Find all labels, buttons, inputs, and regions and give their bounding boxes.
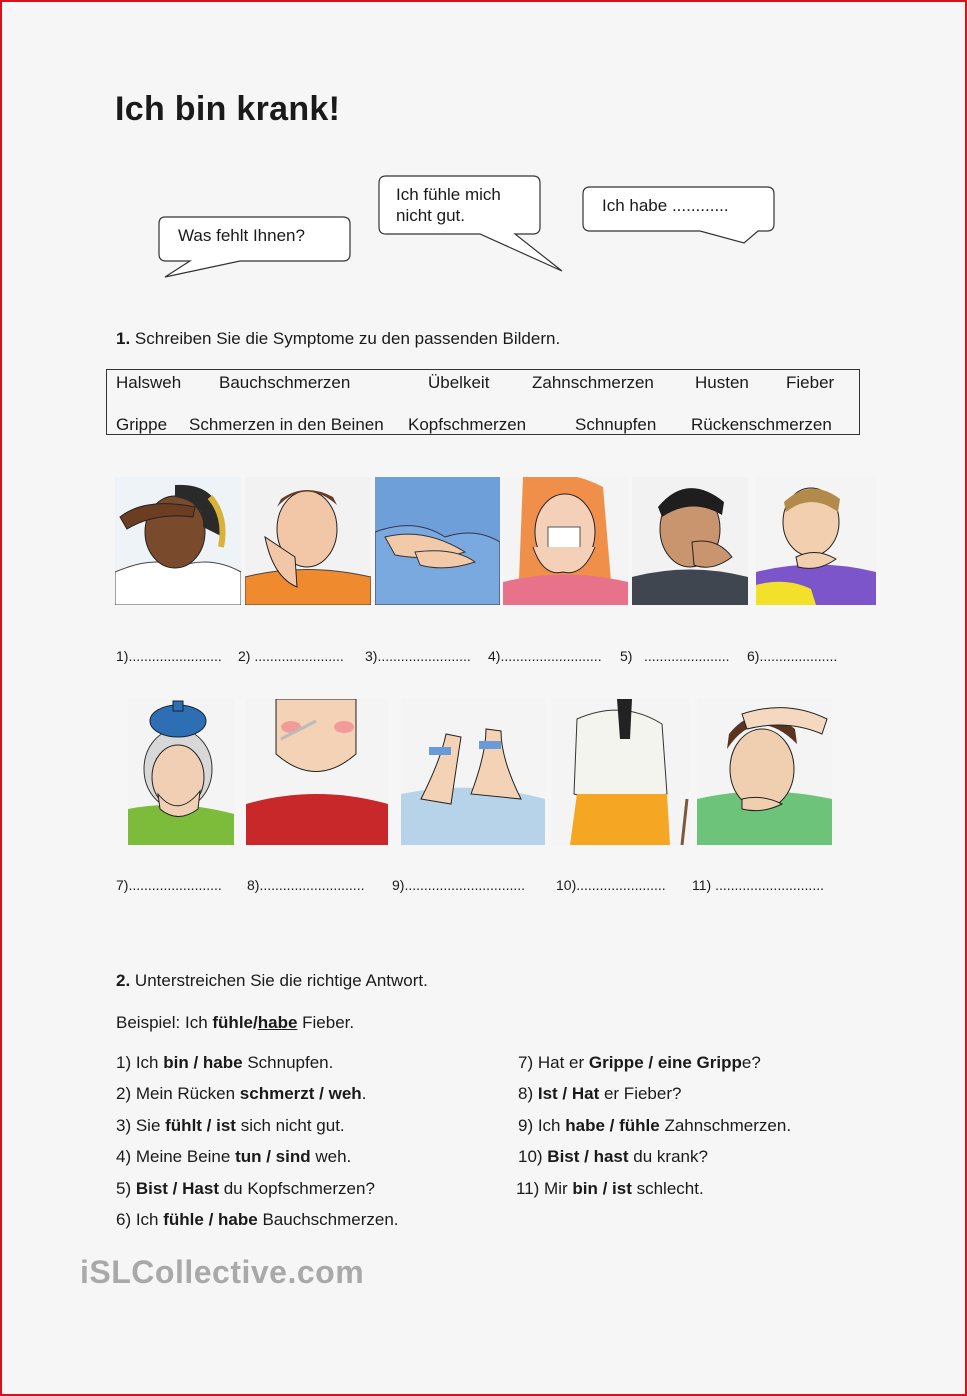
bubble-middle-text: Ich fühle mich nicht gut. [396, 185, 501, 225]
exercise-item: 2) Mein Rücken schmerzt / weh. [116, 1084, 367, 1103]
answer-options[interactable]: fühle / habe [163, 1210, 258, 1229]
page-title: Ich bin krank! [115, 90, 341, 128]
example-sentence [116, 1013, 354, 1033]
exercise-item: 6) Ich fühle / habe Bauchschmerzen. [116, 1210, 399, 1229]
example-prefix: Beispiel: Ich [116, 1013, 213, 1032]
legs-in-bed-image [401, 699, 545, 845]
task2-number: 2. [116, 971, 131, 990]
word-item: Zahnschmerzen [532, 373, 654, 392]
bubble-left-text: Was fehlt Ihnen? [178, 226, 305, 245]
sneezing-woman-image [503, 477, 628, 605]
task2-instruction: Unterstreichen Sie die richtige Antwort. [134, 971, 428, 990]
word-item: Bauchschmerzen [219, 373, 351, 392]
exercise-item: 1) Ich bin / habe Schnupfen. [116, 1053, 334, 1072]
sore-throat-boy-image [756, 477, 876, 605]
answer-options[interactable]: Ist / Hat [537, 1084, 600, 1103]
fever-girl-image [697, 699, 832, 845]
headache-person-image [115, 477, 241, 605]
answer-blank[interactable]: 10)....................... [556, 877, 666, 893]
example-suffix: Fieber. [297, 1013, 355, 1032]
exercise-item: 10) Bist / hast du krank? [518, 1147, 708, 1166]
stomach-hands-image [375, 477, 500, 605]
word-box [106, 369, 860, 435]
answer-blank[interactable]: 6).................... [747, 648, 838, 664]
word-item: Fieber [786, 373, 835, 392]
back-pain-woman-image [552, 699, 689, 845]
exercise-item: 4) Meine Beine tun / sind weh. [116, 1147, 352, 1166]
word-item: Übelkeit [428, 373, 490, 392]
answer-blank[interactable]: 2) ....................... [238, 648, 344, 664]
thermometer-boy-image [246, 699, 388, 845]
task2-heading [116, 971, 428, 991]
site-logo: iSLCollective.com [80, 1254, 365, 1290]
word-item: Grippe [116, 415, 168, 434]
answer-blank[interactable]: 9)............................... [392, 877, 526, 893]
answer-blank[interactable]: 11) ............................ [692, 877, 824, 893]
example-option-1: fühle/ [212, 1013, 258, 1032]
answer-blank[interactable]: 8)........................... [247, 877, 365, 893]
word-item: Rückenschmerzen [691, 415, 832, 434]
coughing-man-image [632, 477, 748, 605]
answer-options[interactable]: tun / sind [235, 1147, 311, 1166]
word-item: Kopfschmerzen [408, 415, 527, 434]
answer-options[interactable]: bin / ist [572, 1179, 632, 1198]
answer-blank[interactable]: ...................... [644, 648, 730, 664]
example-option-2: habe [257, 1013, 298, 1032]
answer-blank[interactable]: 7)........................ [116, 877, 222, 893]
answer-options[interactable]: Bist / hast [547, 1147, 629, 1166]
answer-options[interactable]: bin / habe [163, 1053, 243, 1072]
exercise-item: 7) Hat er Grippe / eine Grippe? [518, 1053, 761, 1072]
task1-number: 1. [116, 329, 131, 348]
answer-blank[interactable]: 5) [620, 648, 633, 664]
ice-pack-woman-image [128, 699, 234, 845]
exercise-item: 5) Bist / Hast du Kopfschmerzen? [116, 1179, 375, 1198]
answer-options[interactable]: Grippe / eine Gripp [588, 1053, 742, 1072]
exercise-item: 8) Ist / Hat er Fieber? [518, 1084, 682, 1103]
word-item: Husten [695, 373, 749, 392]
exercise-item: 11) Mir bin / ist schlecht. [516, 1179, 704, 1198]
answer-options[interactable]: habe / fühle [565, 1116, 660, 1135]
answer-options[interactable]: schmerzt / weh [239, 1084, 362, 1103]
word-item: Schmerzen in den Beinen [189, 415, 384, 434]
word-item: Halsweh [116, 373, 182, 392]
bubble-right-text: Ich habe ............ [602, 196, 729, 215]
answer-blank[interactable]: 4).......................... [488, 648, 602, 664]
exercise-item: 3) Sie fühlt / ist sich nicht gut. [116, 1116, 345, 1135]
exercise-item: 9) Ich habe / fühle Zahnschmerzen. [518, 1116, 792, 1135]
word-item: Schnupfen [575, 415, 657, 434]
task1-instruction: Schreiben Sie die Symptome zu den passenden Bildern. [134, 329, 561, 348]
answer-options[interactable]: fühlt / ist [165, 1116, 236, 1135]
speech-bubbles [0, 0, 967, 300]
toothache-person-image [245, 477, 371, 605]
answer-options[interactable]: Bist / Hast [135, 1179, 219, 1198]
answer-blank[interactable]: 1)........................ [116, 648, 222, 664]
task1-heading [116, 329, 560, 349]
answer-blank[interactable]: 3)........................ [365, 648, 471, 664]
